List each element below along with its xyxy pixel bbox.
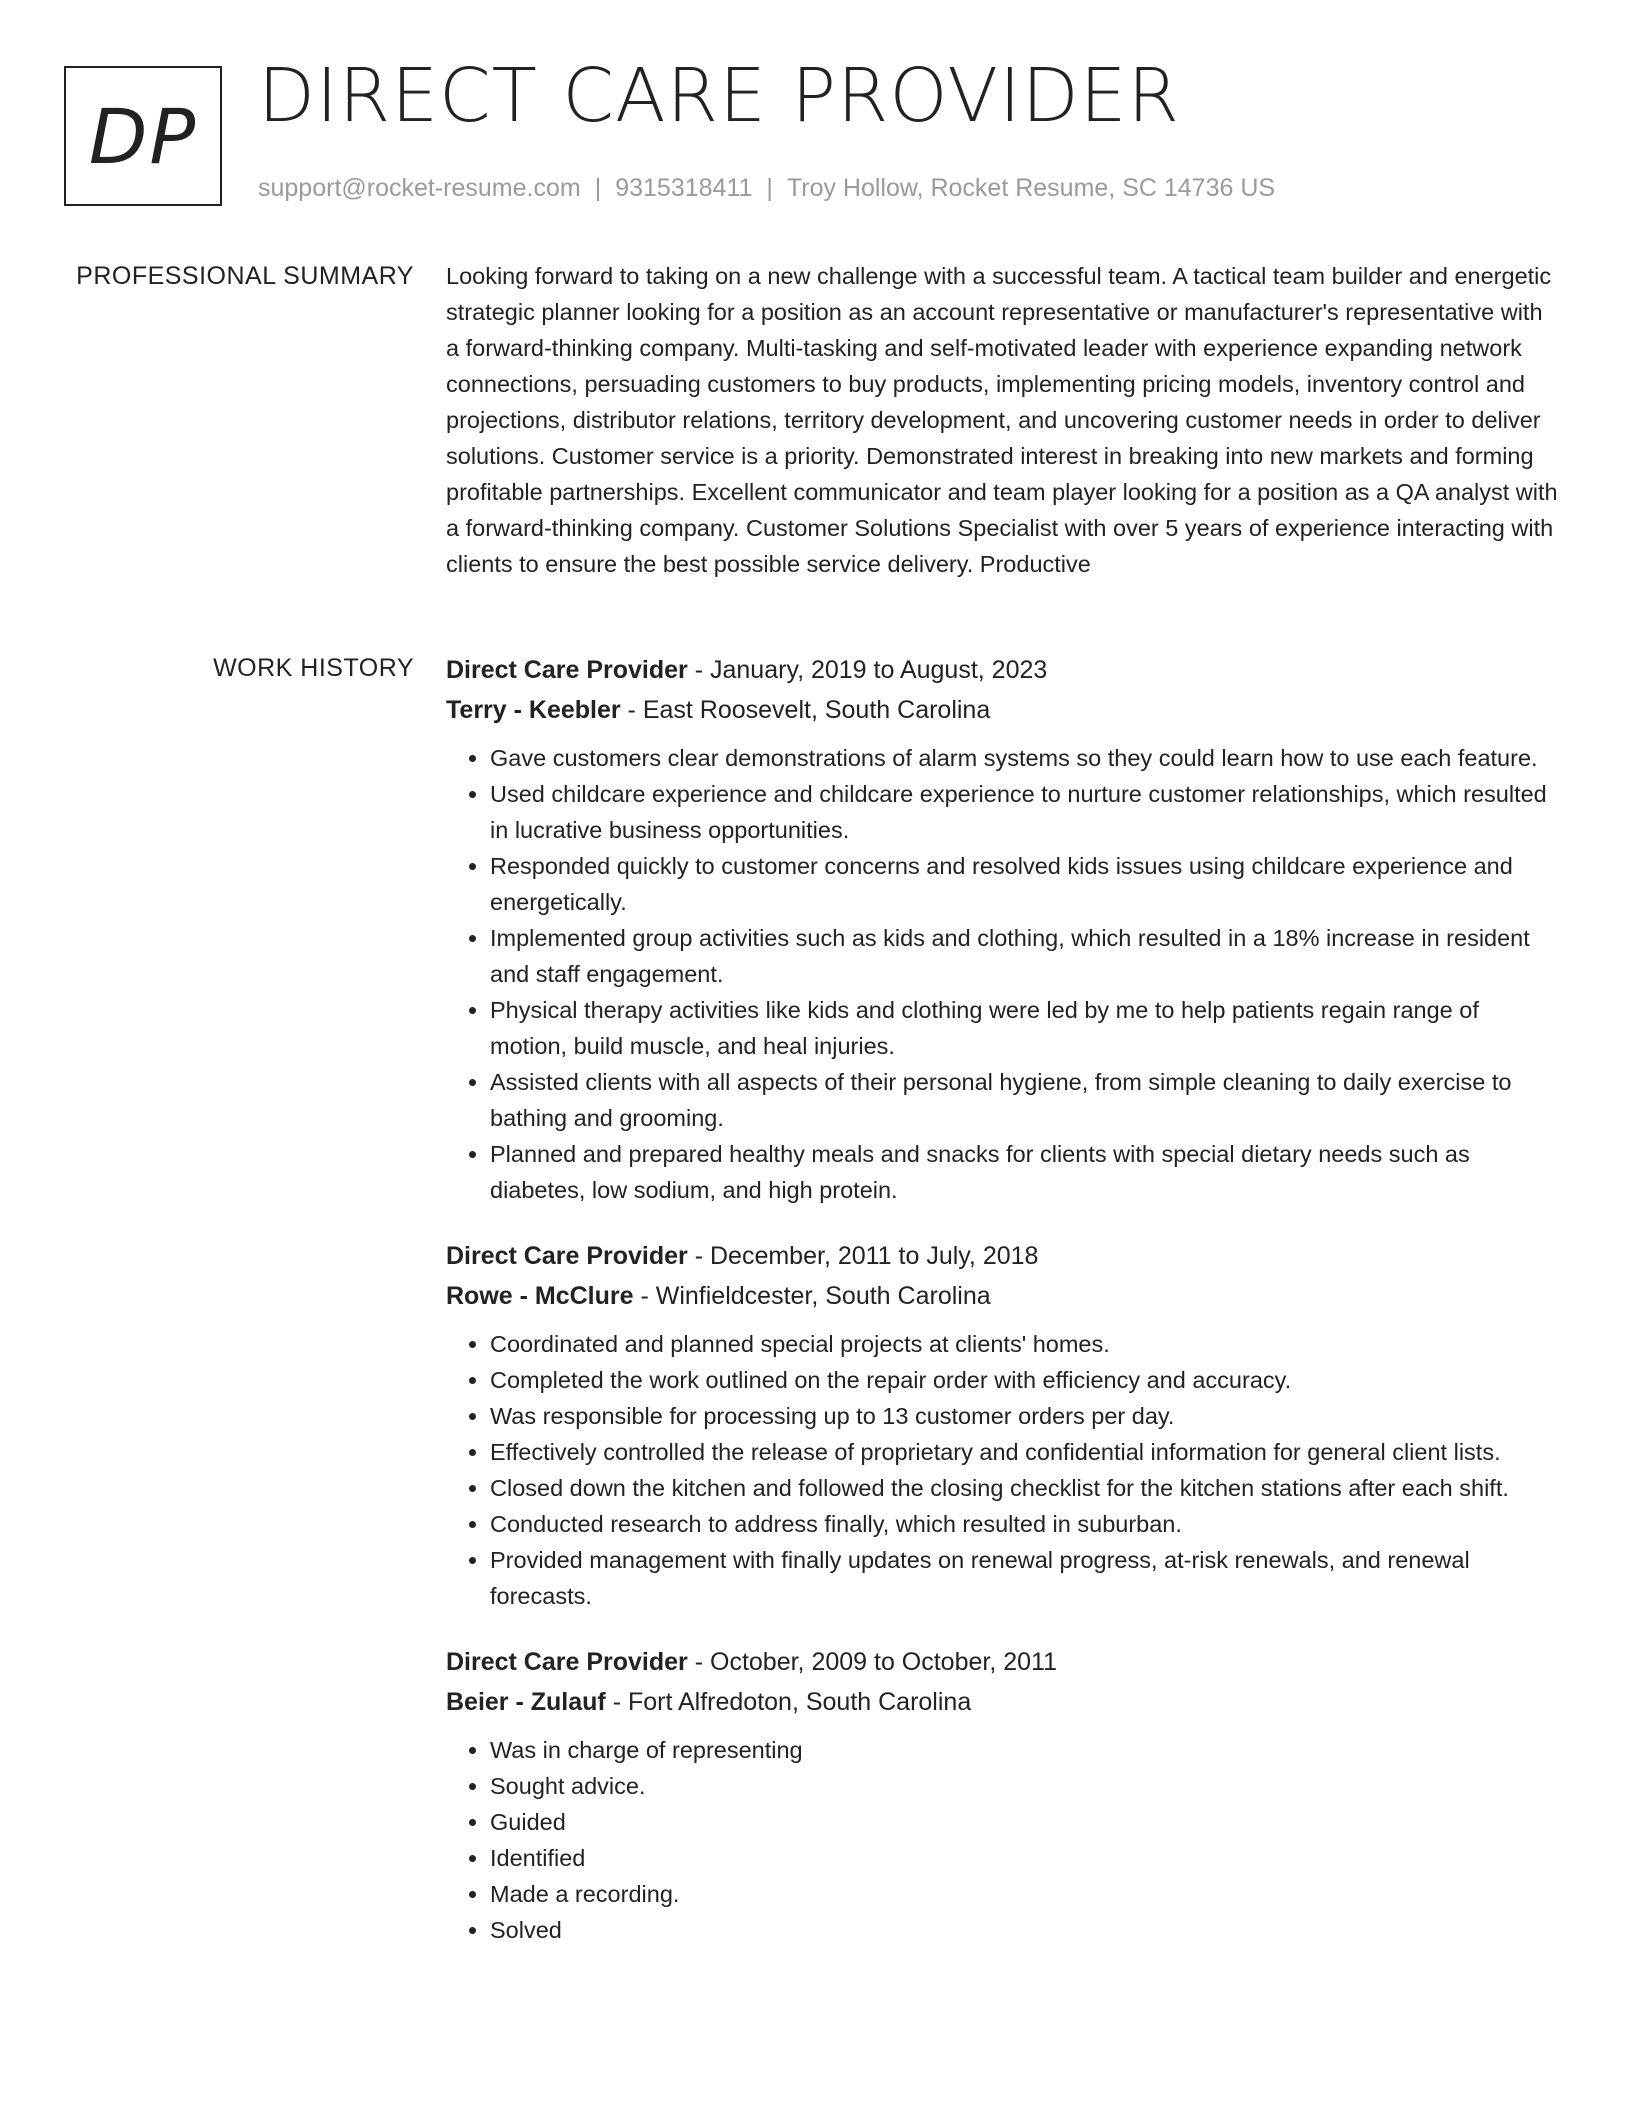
job-bullet: • Used childcare experience and childcare experience to nurture customer relationships, which resulted in lucrative business opportunities.: [490, 776, 1560, 848]
job-bullet-list: [446, 1326, 1560, 1614]
job-bullet-list: [446, 1732, 1560, 1948]
job-company: Terry - Keebler: [446, 696, 621, 724]
job-bullet: • Completed the work outlined on the repair order with efficiency and accuracy.: [490, 1362, 1560, 1398]
job-bullet: • Was responsible for processing up to 13 customer orders per day.: [490, 1398, 1560, 1434]
job-bullet: • Identified: [490, 1840, 1560, 1876]
monogram-box: [64, 66, 222, 206]
contact-phone[interactable]: 9315318411: [615, 174, 753, 202]
job-bullet: • Coordinated and planned special projects at clients' homes.: [490, 1326, 1560, 1362]
job-dates: - December, 2011 to July, 2018: [687, 1242, 1039, 1270]
job-title-line: [446, 1236, 1560, 1276]
job-entry: [446, 1236, 1560, 1614]
job-entry: [446, 650, 1560, 1208]
job-bullet: • Gave customers clear demonstrations of alarm systems so they could learn how to use each feature.: [490, 740, 1560, 776]
resume-title: DIRECT CARE PROVIDER: [258, 53, 1180, 139]
summary-heading: PROFESSIONAL SUMMARY: [76, 262, 414, 290]
job-title: Direct Care Provider: [446, 1648, 688, 1676]
job-bullet: • Closed down the kitchen and followed the closing checklist for the kitchen stations after each shift.: [490, 1470, 1560, 1506]
job-bullet: • Was in charge of representing: [490, 1732, 1560, 1768]
job-bullet: • Guided: [490, 1804, 1560, 1840]
job-company-line: [446, 1276, 1560, 1316]
summary-body: [446, 258, 1560, 582]
job-bullet: • Planned and prepared healthy meals and snacks for clients with special dietary needs such as diabetes, low sodium, and high protein.: [490, 1136, 1560, 1208]
job-company-line: [446, 1682, 1560, 1722]
job-bullet: • Effectively controlled the release of proprietary and confidential information for general client lists.: [490, 1434, 1560, 1470]
job-bullet: • Made a recording.: [490, 1876, 1560, 1912]
job-location: - East Roosevelt, South Carolina: [620, 696, 991, 724]
job-bullet: • Responded quickly to customer concerns and resolved kids issues using childcare experience and energetically.: [490, 848, 1560, 920]
job-bullet: • Physical therapy activities like kids and clothing were led by me to help patients regain range of motion, build muscle, and heal injuries.: [490, 992, 1560, 1064]
job-title-line: [446, 1642, 1560, 1682]
job-bullet: • Conducted research to address finally, which resulted in suburban.: [490, 1506, 1560, 1542]
job-title: Direct Care Provider: [446, 1242, 688, 1270]
job-dates: - October, 2009 to October, 2011: [687, 1648, 1057, 1676]
job-title-line: [446, 650, 1560, 690]
work-history-heading: WORK HISTORY: [213, 654, 414, 682]
summary-text: Looking forward to taking on a new challenge with a successful team. A tactical team builder and energetic strategic planner looking for a position as an account representative or manufacturer's representative with a forward-thinking company. Multi-tasking and self-motivated leader with experience expanding network connections, persuading customers to buy products, implementing pricing models, inventory control and projections, distributor relations, territory development, and uncovering customer needs in order to deliver solutions. Customer service is a priority. Demonstrated interest in breaking into new markets and forming profitable partnerships. Excellent communicator and team player looking for a position as a QA analyst with a forward-thinking company. Customer Solutions Specialist with over 5 years of experience interacting with clients to ensure the best possible service delivery. Productive: [446, 263, 1558, 577]
contact-email[interactable]: support@rocket-resume.com: [258, 174, 581, 202]
monogram-initials: DP: [88, 91, 198, 181]
job-location: - Winfieldcester, South Carolina: [633, 1282, 991, 1310]
job-company: Rowe - McClure: [446, 1282, 634, 1310]
job-bullet-list: [446, 740, 1560, 1208]
job-entry: [446, 1642, 1560, 1948]
job-bullet: • Implemented group activities such as kids and clothing, which resulted in a 18% increase in resident and staff engagement.: [490, 920, 1560, 992]
job-location: - Fort Alfredoton, South Carolina: [605, 1688, 972, 1716]
job-company: Beier - Zulauf: [446, 1688, 606, 1716]
work-history-body: [446, 650, 1560, 1976]
job-bullet: • Solved: [490, 1912, 1560, 1948]
job-dates: - January, 2019 to August, 2023: [687, 656, 1048, 684]
contact-line: [258, 174, 1275, 203]
contact-address: Troy Hollow, Rocket Resume, SC 14736 US: [786, 174, 1276, 202]
job-bullet: • Sought advice.: [490, 1768, 1560, 1804]
job-title: Direct Care Provider: [446, 656, 688, 684]
job-company-line: [446, 690, 1560, 730]
job-bullet: • Assisted clients with all aspects of their personal hygiene, from simple cleaning to daily exercise to bathing and grooming.: [490, 1064, 1560, 1136]
job-bullet: • Provided management with finally updates on renewal progress, at-risk renewals, and renewal forecasts.: [490, 1542, 1560, 1614]
contact-separator: |: [594, 174, 602, 202]
contact-separator: |: [766, 174, 773, 202]
